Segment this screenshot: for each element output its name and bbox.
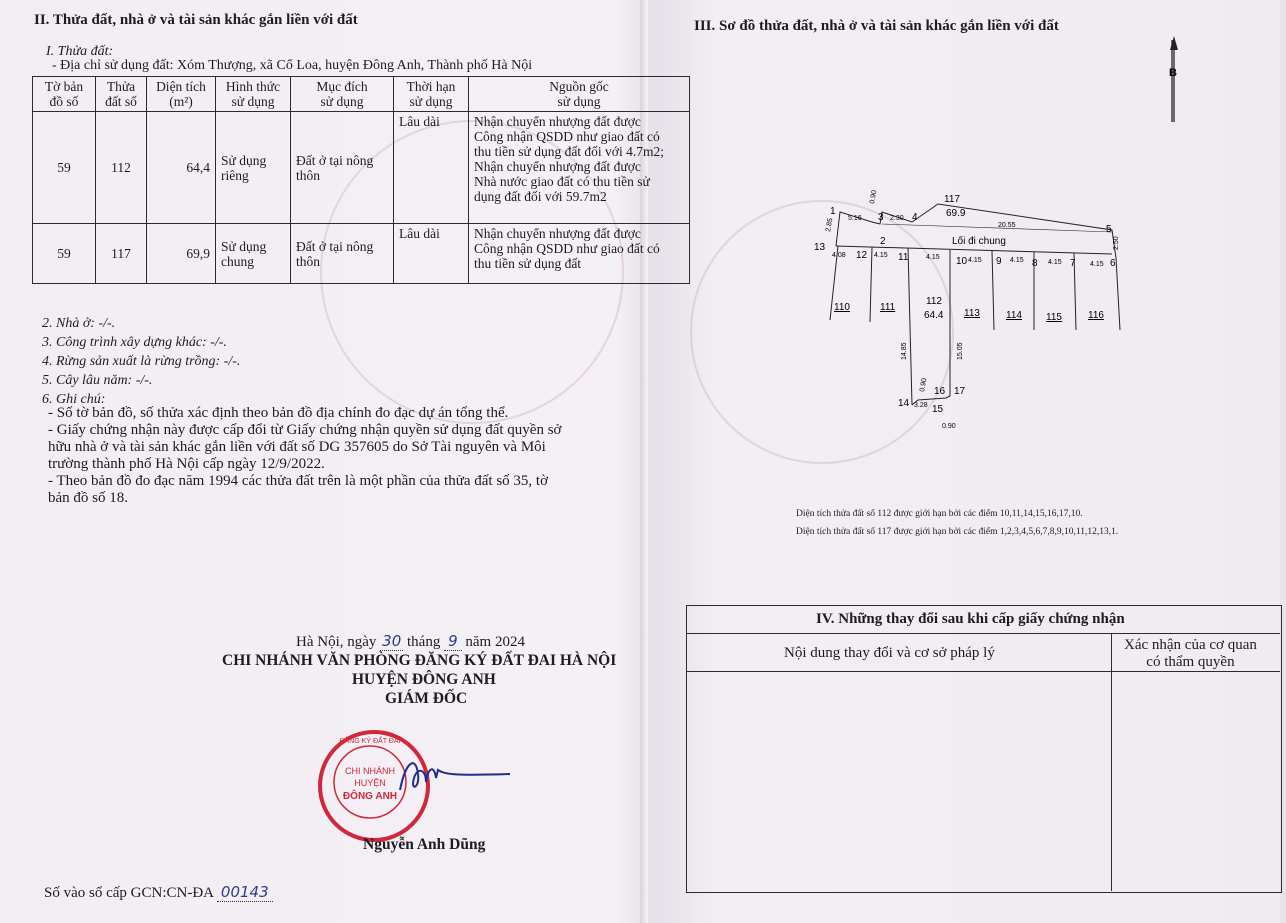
parcel-112-area: 64.4 [924,310,944,321]
col-purpose: Mục đích sử dụng [291,77,394,112]
section-3-title: III. Sơ đồ thửa đất, nhà ở và tài sản khác gắn liền với đất [694,18,1059,34]
parcel-label: 111 [880,302,896,313]
col-parcel: Thửa đất số [96,77,147,112]
point-label: 17 [954,386,966,397]
point-label: 6 [1110,258,1116,269]
cell-map-sheet: 59 [33,224,96,284]
dimension-label: 15.05 [957,342,964,360]
dimension-label: 14.85 [901,342,908,360]
date-month: 9 [444,632,462,651]
item-house: 2. Nhà ở: -/-. [42,316,116,331]
point-label: 7 [1070,258,1076,269]
section-4-title: IV. Những thay đổi sau khi cấp giấy chứng nhận [816,611,1125,627]
col-area: Diện tích (m²) [147,77,216,112]
cell-area: 69,9 [147,224,216,284]
cell-term: Lâu dài [394,224,469,284]
parcel-117-label: 117 [944,194,960,205]
dimension-label: 4.15 [1010,257,1024,264]
svg-text:CHI NHÁNH: CHI NHÁNH [344,766,396,776]
point-label: 15 [932,404,944,415]
point-label: 11 [898,252,909,263]
north-label: B [1169,67,1177,79]
note-line: - Số tờ bản đồ, số thửa xác định theo bản đồ địa chính đo đạc dự án tổng thể. [48,405,509,421]
divider-line [908,248,912,405]
table-header-row [33,77,690,112]
point-label: 4 [912,212,918,223]
dimension-label: 0.90 [942,423,956,430]
point-label: 10 [956,256,968,267]
point-label: 16 [934,386,946,397]
issuer-line2: HUYỆN ĐÔNG ANH [352,671,496,688]
table-row [33,112,690,224]
point-label: 5 [1106,224,1112,235]
svg-text:HUYỆN: HUYỆN [354,778,386,788]
cell-parcel: 112 [96,112,147,224]
cell-purpose: Đất ở tại nông thôn [291,112,394,224]
col-origin: Nguồn gốc sử dụng [469,77,690,112]
point-label: 9 [996,256,1002,267]
land-address: - Địa chỉ sử dụng đất: Xóm Thượng, xã Cổ Loa, huyện Đông Anh, Thành phố Hà Nội [52,58,533,73]
path-label: Lối đi chung [952,236,1006,247]
dimension-label: 4.15 [926,254,940,261]
col-confirmation: Xác nhận của cơ quan có thẩm quyền [1124,637,1257,670]
changes-section [686,605,1286,893]
items-list [42,314,240,409]
col-form: Hình thức sử dụng [216,77,291,112]
parcel-label: 110 [834,302,850,313]
dimension-label: 3.28 [914,402,928,409]
dimension-label: 4.15 [1048,259,1062,266]
cell-form: Sử dụng riêng [216,112,291,224]
parcel-sketch [800,30,1177,440]
dimension-label: 5.16 [848,215,862,222]
note-line: - Giấy chứng nhận này được cấp đổi từ Giấy chứng nhận quyền sử dụng đất quyền sở [48,422,562,438]
col-term: Thời hạn sử dụng [394,77,469,112]
issue-date: Hà Nội, ngày 30 tháng 9 năm 2024 [296,632,525,650]
dimension-label: 20.55 [998,222,1016,229]
item-forest: 4. Rừng sản xuất là rừng trồng: -/-. [42,354,241,369]
parcel-117-area: 69.9 [946,208,966,219]
dimension-label: 2.50 [1113,236,1120,250]
point-label: 8 [1032,258,1038,269]
cell-parcel: 117 [96,224,147,284]
cell-term: Lâu dài [394,112,469,224]
signer-name: Nguyễn Anh Dũng [363,836,486,853]
date-day: 30 [382,632,402,650]
cell-form: Sử dụng chung [216,224,291,284]
section-2-title: II. Thửa đất, nhà ở và tài sản khác gắn liền với đất [34,12,358,28]
parcel-label: 116 [1088,310,1104,321]
dimension-label: 2.30 [890,215,904,222]
svg-text:ĐÔNG ANH: ĐÔNG ANH [342,791,398,802]
point-label: 12 [856,250,868,261]
register-no-value: 00143 [217,883,273,902]
point-label: 3 [878,212,884,223]
changes-column-divider [1111,633,1112,891]
cell-map-sheet: 59 [33,112,96,224]
note-line: bản đồ số 18. [48,490,128,506]
note-line: - Theo bản đồ đo đạc năm 1994 các thửa đất trên là một phần của thửa đất số 35, tờ [48,473,549,489]
parcel-label: 114 [1006,310,1022,321]
col-map-sheet: Tờ bản đồ số [33,77,96,112]
changes-divider [686,633,1280,634]
divider-line [992,251,994,330]
item-notes-heading: 6. Ghi chú: [42,392,106,407]
dimension-label: 0.90 [869,189,879,205]
cell-origin: Nhận chuyển nhượng đất được Công nhận QSDD như giao đất có thu tiền sử dụng đất đối với 4.7m2; Nhận chuyển nhượng đất được Nhà nước giao đất có thu tiền sử dụng đất đối với 59.7m2 [469,112,690,224]
dimension-label: 4.15 [874,252,888,259]
item-other-works: 3. Công trình xây dựng khác: -/-. [42,335,227,350]
dimension-label: 4.15 [1090,261,1104,268]
parcel-label: 113 [964,308,980,319]
parcel-112-label: 112 [926,296,942,307]
dimension-label: 4.15 [968,257,982,264]
item-perennial: 5. Cây lâu năm: -/-. [42,373,153,388]
point-label: 2 [880,236,886,247]
dimension-label: 0.90 [919,377,929,393]
changes-divider [686,671,1280,672]
signature-graphic [392,750,522,800]
note-line: trường thành phố Hà Nội cấp ngày 12/9/2022. [48,456,325,472]
cell-area: 64,4 [147,112,216,224]
north-arrow-head [1170,36,1178,50]
point-label: 1 [830,206,836,217]
divider-line [870,247,872,322]
point-label: 14 [898,398,910,409]
point-label: 13 [814,242,826,253]
issuer-title: GIÁM ĐỐC [385,690,468,707]
cell-origin: Nhận chuyển nhượng đất được Công nhận QSDD như giao đất có thu tiền sử dụng đất [469,224,690,284]
land-parcel-table [32,76,690,284]
area-note-112: Diện tích thửa đất số 112 được giới hạn bởi các điểm 10,11,14,15,16,17,10. [796,509,1083,519]
register-number: Số vào sổ cấp GCN:CN-ĐA 00143 [44,883,273,902]
table-row [33,224,690,284]
issuer-line1: CHI NHÁNH VĂN PHÒNG ĐĂNG KÝ ĐẤT ĐAI HÀ NỘI [222,652,617,669]
cell-purpose: Đất ở tại nông thôn [291,224,394,284]
col-change-content: Nội dung thay đổi và cơ sở pháp lý [784,645,995,661]
area-note-117: Diện tích thửa đất số 117 được giới hạn bởi các điểm 1,2,3,4,5,6,7,8,9,10,11,12,13,1. [796,527,1119,537]
parcel-label: 115 [1046,312,1062,323]
land-heading: I. Thửa đất: [46,44,114,59]
dimension-label: 2.85 [825,217,835,233]
dimension-label: 4.08 [832,252,846,259]
notes-block [48,405,562,507]
note-line: hữu nhà ở và tài sản khác gắn liền với đất số DG 357605 do Sở Tài nguyên và Môi [48,439,546,455]
svg-text:ĐĂNG KÝ ĐẤT ĐAI: ĐĂNG KÝ ĐẤT ĐAI [339,738,401,745]
